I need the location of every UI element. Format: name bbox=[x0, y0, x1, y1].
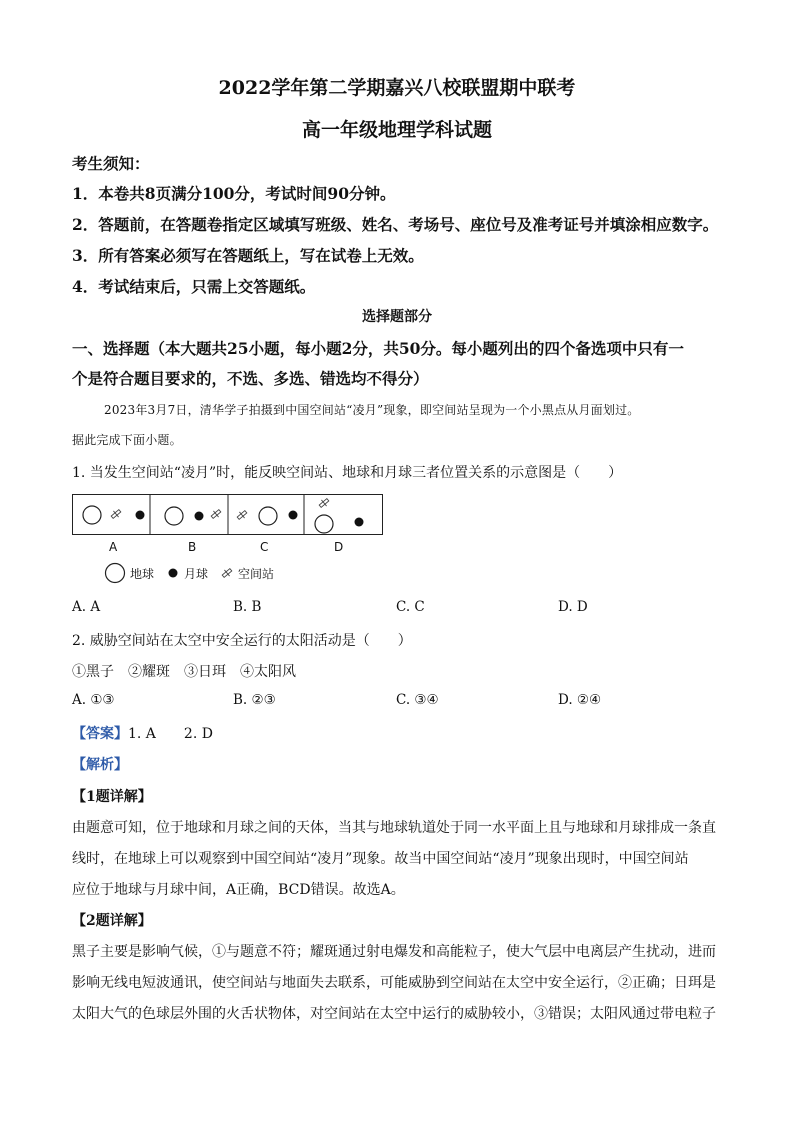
notice-item-1: 1．本卷共8页满分100分，考试时间90分钟。 bbox=[72, 184, 396, 203]
q1-detail-heading: 【1题详解】 bbox=[72, 789, 152, 805]
earth-icon bbox=[315, 515, 333, 533]
q2-option-d: D. ②④ bbox=[558, 692, 602, 708]
question-2-text: 2. 威胁空间站在太空中安全运行的太阳活动是（ ） bbox=[72, 633, 412, 649]
q1-option-b: B. B bbox=[233, 599, 262, 615]
panel-label-c: C bbox=[260, 540, 269, 554]
q1-detail-line-2: 线时，在地球上可以观察到中国空间站“凌月”现象。故当中国空间站“凌月”现象出现时，中国空间站 bbox=[72, 851, 689, 867]
moon-icon bbox=[289, 511, 298, 520]
panel-a bbox=[83, 506, 145, 524]
q1-option-d: D. D bbox=[558, 599, 588, 615]
station-icon bbox=[236, 509, 249, 522]
exam-title: 2022学年第二学期嘉兴八校联盟期中联考 bbox=[218, 77, 576, 99]
panel-label-a: A bbox=[109, 540, 118, 554]
exam-subtitle: 高一年级地理学科试题 bbox=[301, 119, 492, 141]
q1-detail-line-3: 应位于地球与月球中间，A正确，BCD错误。故选A。 bbox=[72, 882, 405, 898]
moon-icon bbox=[355, 518, 364, 527]
q1-detail-line-1: 由题意可知，位于地球和月球之间的天体，当其与地球轨道处于同一水平面上且与地球和月球排成一条直 bbox=[72, 820, 716, 836]
earth-icon bbox=[259, 507, 277, 525]
q2-detail-heading: 【2题详解】 bbox=[72, 913, 152, 929]
moon-icon bbox=[195, 512, 204, 521]
q1-option-a: A. A bbox=[72, 599, 101, 615]
station-legend-icon bbox=[220, 566, 234, 580]
panel-label-b: B bbox=[188, 540, 197, 554]
q1-option-c: C. C bbox=[396, 599, 425, 615]
position-diagram bbox=[72, 494, 388, 538]
section-title: 选择题部分 bbox=[362, 309, 432, 325]
intro-line-2: 据此完成下面小题。 bbox=[72, 433, 182, 447]
notice-heading: 考生须知： bbox=[72, 154, 150, 173]
moon-legend-icon bbox=[166, 566, 180, 580]
panel-d bbox=[315, 497, 364, 533]
q2-detail-line-3: 太阳大气的色球层外围的火舌状物体，对空间站在太空中运行的威胁较小，③错误；太阳风通过带电粒子 bbox=[72, 1006, 716, 1022]
q2-detail-line-1: 黑子主要是影响气候，①与题意不符；耀斑通过射电爆发和高能粒子，使大气层中电离层产生扰动，进而 bbox=[72, 944, 716, 960]
analysis-line bbox=[72, 754, 128, 774]
part1-heading-line2: 个是符合题目要求的，不选、多选、错选均不得分） bbox=[72, 369, 429, 388]
q2-option-a: A. ①③ bbox=[72, 692, 115, 708]
earth-icon bbox=[165, 507, 183, 525]
station-icon bbox=[110, 508, 123, 521]
panel-label-d: D bbox=[334, 540, 344, 554]
legend-station-label: 空间站 bbox=[238, 566, 275, 581]
panel-b bbox=[165, 507, 222, 525]
legend-moon-label: 月球 bbox=[184, 566, 209, 581]
earth-icon bbox=[83, 506, 101, 524]
part1-heading-line1: 一、选择题（本大题共25小题，每小题2分，共50分。每小题列出的四个备选项中只有一 bbox=[72, 339, 684, 358]
q2-detail-line-2: 影响无线电短波通讯，使空间站与地面失去联系，可能威胁到空间站在太空中安全运行，②正确；日珥是 bbox=[72, 975, 716, 991]
answer-text: 1. A 2. D bbox=[128, 726, 213, 742]
notice-item-3: 3．所有答案必须写在答题纸上，写在试卷上无效。 bbox=[72, 246, 424, 265]
notice-item-4: 4．考试结束后，只需上交答题纸。 bbox=[72, 277, 316, 296]
legend-earth-label: 地球 bbox=[130, 566, 155, 581]
question-2-items: ①黑子 ②耀斑 ③日珥 ④太阳风 bbox=[72, 664, 296, 680]
intro-line-1: 2023年3月7日，清华学子拍摄到中国空间站“凌月”现象，即空间站呈现为一个小黑点从月面划过。 bbox=[104, 403, 640, 417]
earth-legend-icon bbox=[104, 562, 126, 584]
panel-c bbox=[236, 507, 298, 525]
answer-line bbox=[72, 723, 213, 743]
notice-item-2: 2．答题前，在答题卷指定区域填写班级、姓名、考场号、座位号及准考证号并填涂相应数字。 bbox=[72, 215, 719, 234]
diagram-legend bbox=[104, 562, 274, 584]
q2-option-b: B. ②③ bbox=[233, 692, 276, 708]
analysis-tag: 【解析】 bbox=[72, 757, 128, 773]
answer-tag: 【答案】 bbox=[72, 726, 128, 742]
q2-option-c: C. ③④ bbox=[396, 692, 439, 708]
station-icon bbox=[210, 508, 223, 521]
question-1-text: 1. 当发生空间站“凌月”时，能反映空间站、地球和月球三者位置关系的示意图是（ ） bbox=[72, 465, 623, 481]
station-icon bbox=[318, 497, 331, 510]
moon-icon bbox=[136, 511, 145, 520]
